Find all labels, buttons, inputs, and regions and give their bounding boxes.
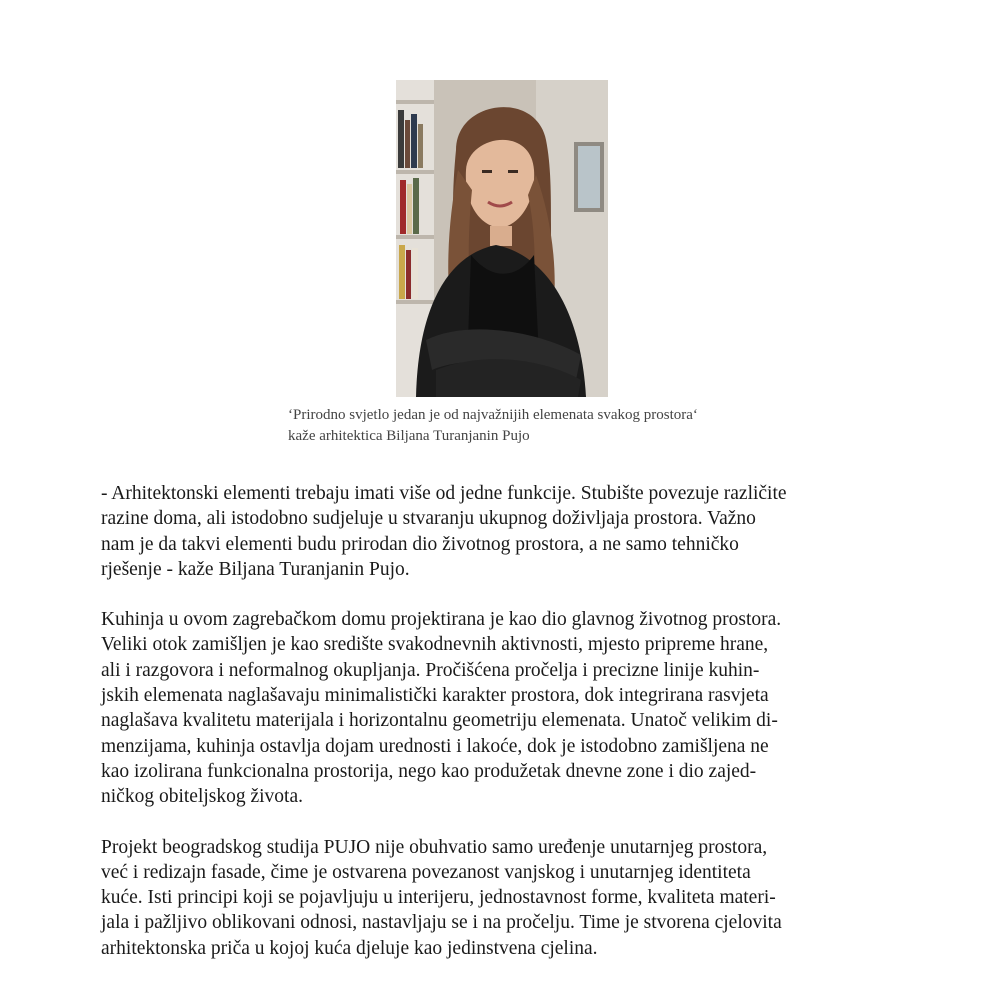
paragraph — [101, 835, 931, 961]
paragraph-line: arhitektonska priča u kojoj kuća djeluje kao jedinstvena cjelina. — [101, 937, 598, 959]
paragraph — [101, 607, 931, 809]
paragraph-line: naglašava kvalitetu materijala i horizontalnu geometriju elemenata. Unatoč velikim di- — [101, 710, 778, 732]
paragraph-line: menzijama, kuhinja ostavlja dojam urednosti i lakoće, dok je istodobno zamišljena ne — [101, 735, 769, 757]
paragraph-line: razine doma, ali istodobno sudjeluje u stvaranju ukupnog doživljaja prostora. Važno — [101, 508, 756, 530]
paragraph-line: - Arhitektonski elementi trebaju imati više od jedne funkcije. Stubište povezuje različite — [101, 483, 787, 504]
paragraph-line: jala i pažljivo oblikovani odnosi, nastavljaju se i na pročelju. Time je stvorena cjelovita — [101, 912, 782, 934]
caption-line: kaže arhitektica Biljana Turanjanin Pujo — [288, 428, 530, 444]
paragraph-line: Kuhinja u ovom zagrebačkom domu projektirana je kao dio glavnog životnog prostora. — [101, 609, 782, 631]
paragraph-line: Veliki otok zamišljen je kao središte svakodnevnih aktivnosti, mjesto pripreme hrane, — [101, 634, 769, 656]
paragraph-line: rješenje - kaže Biljana Turanjanin Pujo. — [101, 558, 410, 580]
paragraph-line: kuće. Isti principi koji se pojavljuju u interijeru, jednostavnost forme, kvaliteta materi- — [101, 887, 776, 909]
paragraph-line: nam je da takvi elementi budu prirodan dio životnog prostora, a ne samo tehničko — [101, 533, 739, 555]
article-body — [101, 481, 931, 986]
paragraph-line: već i redizajn fasade, čime je ostvarena povezanost vanjskog i unutarnjeg identiteta — [101, 861, 751, 883]
photo-caption — [288, 405, 848, 447]
paragraph — [101, 481, 931, 582]
paragraph-line: ničkog obiteljskog života. — [101, 786, 304, 808]
caption-line: ‘Prirodno svjetlo jedan je od najvažnijih elemenata svakog prostora‘ — [288, 407, 698, 423]
portrait-photo — [396, 80, 608, 397]
paragraph-line: jskih elemenata naglašavaju minimalistički karakter prostora, dok integrirana rasvjeta — [101, 685, 769, 707]
paragraph-line: ali i razgovora i neformalnog okupljanja. Pročišćena pročelja i precizne linije kuhin- — [101, 659, 760, 681]
paragraph-line: kao izolirana funkcionalna prostorija, nego kao produžetak dnevne zone i dio zajed- — [101, 760, 757, 782]
paragraph-line: Projekt beogradskog studija PUJO nije obuhvatio samo uređenje unutarnjeg prostora, — [101, 836, 768, 858]
